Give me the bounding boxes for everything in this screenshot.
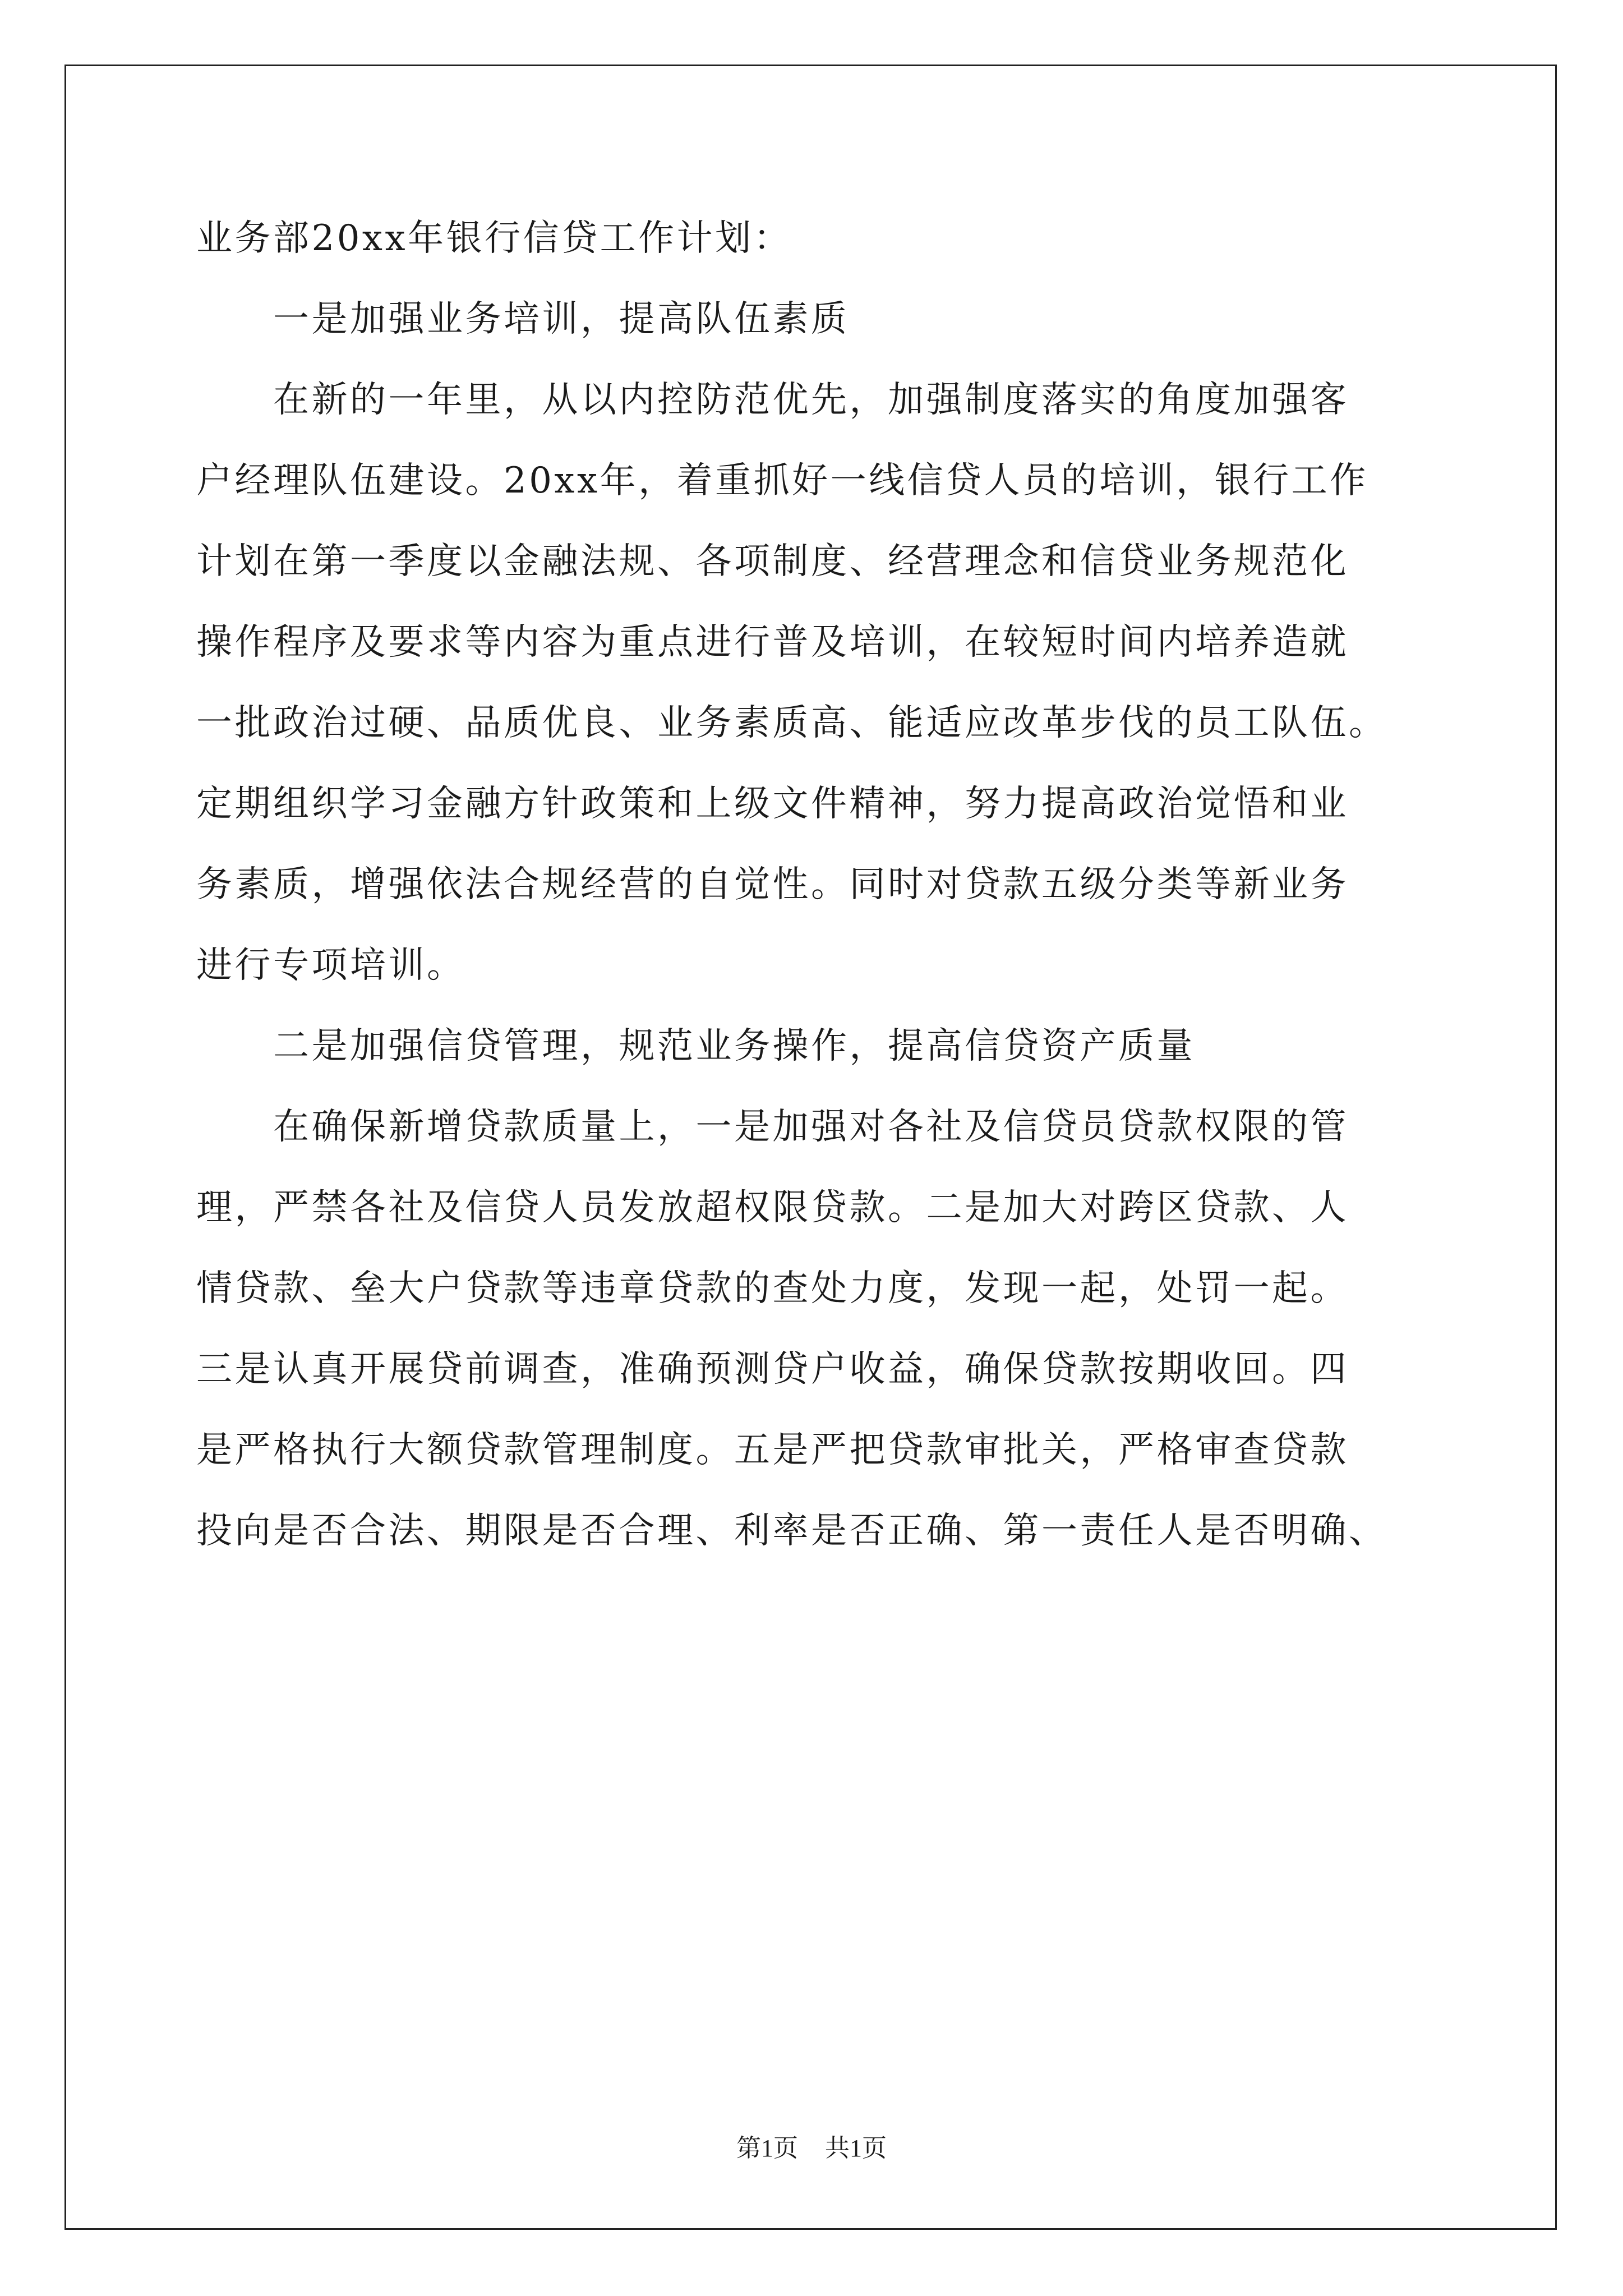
text-line: 情贷款、垒大户贷款等违章贷款的查处力度，发现一起，处罚一起。 — [196, 1268, 1349, 1309]
text-line: 业务部20xx年银行信贷工作计划： — [196, 218, 792, 259]
text-line: 在新的一年里，从以内控防范优先，加强制度落实的角度加强客 — [196, 379, 1349, 421]
text-line: 二是加强信贷管理，规范业务操作，提高信贷资产质量 — [196, 1025, 1195, 1067]
text-line: 一批政治过硬、品质优良、业务素质高、能适应改革步伐的员工队伍。 — [196, 702, 1387, 744]
text-line: 理，严禁各社及信贷人员发放超权限贷款。二是加大对跨区贷款、人 — [196, 1187, 1349, 1228]
text-line: 三是认真开展贷前调查，准确预测贷户收益，确保贷款按期收回。四 — [196, 1349, 1349, 1390]
text-line: 一是加强业务培训，提高队伍素质 — [196, 298, 850, 340]
text-line: 进行专项培训。 — [196, 945, 465, 986]
page-total: 共1页 — [825, 2134, 887, 2162]
page-number: 第1页 — [736, 2134, 798, 2162]
text-line: 计划在第一季度以金融法规、各项制度、经营理念和信贷业务规范化 — [196, 541, 1349, 582]
text-line: 户经理队伍建设。20xx年，着重抓好一线信贷人员的培训，银行工作 — [196, 460, 1368, 501]
text-line: 投向是否合法、期限是否合理、利率是否正确、第一责任人是否明确、 — [196, 1510, 1387, 1552]
text-line: 在确保新增贷款质量上，一是加强对各社及信贷员贷款权限的管 — [196, 1106, 1349, 1148]
text-line: 是严格执行大额贷款管理制度。五是严把贷款审批关，严格审查贷款 — [196, 1429, 1349, 1471]
text-line: 操作程序及要求等内容为重点进行普及培训，在较短时间内培养造就 — [196, 622, 1349, 663]
page-footer — [0, 2132, 1623, 2165]
text-line: 务素质，增强依法合规经营的自觉性。同时对贷款五级分类等新业务 — [196, 864, 1349, 905]
text-line: 定期组织学习金融方针政策和上级文件精神，努力提高政治觉悟和业 — [196, 783, 1349, 825]
